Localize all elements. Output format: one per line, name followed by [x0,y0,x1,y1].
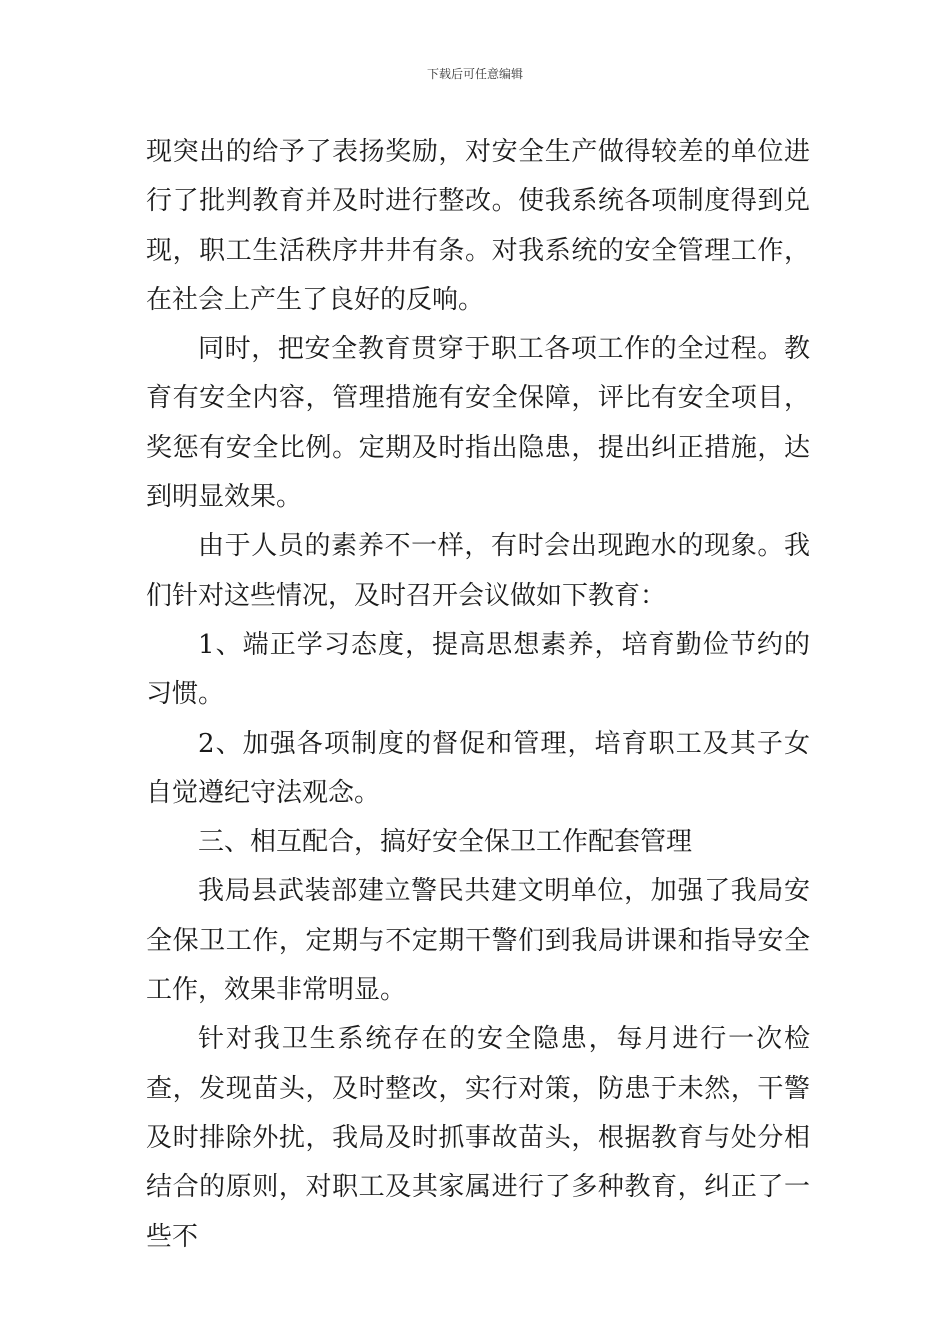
list-item-1: 1、端正学习态度，提高思想素养，培育勤俭节约的习惯。 [146,629,810,710]
document-body [146,128,810,1262]
paragraph-5: 针对我卫生系统存在的安全隐患，每月进行一次检查，发现苗头，及时整改，实行对策，防患于未然，干警及时排除外扰，我局及时抓事故苗头，根据教育与处分相结合的原则，对职工及其家属进行了多种教育，纠正了一些不 [146,1024,810,1252]
page-header-note: 下载后可任意编辑 [426,67,523,81]
paragraph-4: 我局县武装部建立警民共建文明单位，加强了我局安全保卫工作，定期与不定期干警们到我局讲课和指导安全工作，效果非常明显。 [146,876,810,1006]
section-heading-3: 三、相互配合，搞好安全保卫工作配套管理 [198,827,693,858]
paragraph-1: 现突出的给予了表扬奖励，对安全生产做得较差的单位进行了批判教育并及时进行整改。使我系统各项制度得到兑现，职工生活秩序井井有条。对我系统的安全管理工作，在社会上产生了良好的反响。 [146,137,810,315]
paragraph-3: 由于人员的素养不一样，有时会出现跑水的现象。我们针对这些情况，及时召开会议做如下教育： [146,531,810,611]
paragraph-2: 同时，把安全教育贯穿于职工各项工作的全过程。教育有安全内容，管理措施有安全保障，评比有安全项目，奖惩有安全比例。定期及时指出隐患，提出纠正措施，达到明显效果。 [146,334,810,513]
list-item-2: 2、加强各项制度的督促和管理，培育职工及其子女自觉遵纪守法观念。 [146,728,810,808]
